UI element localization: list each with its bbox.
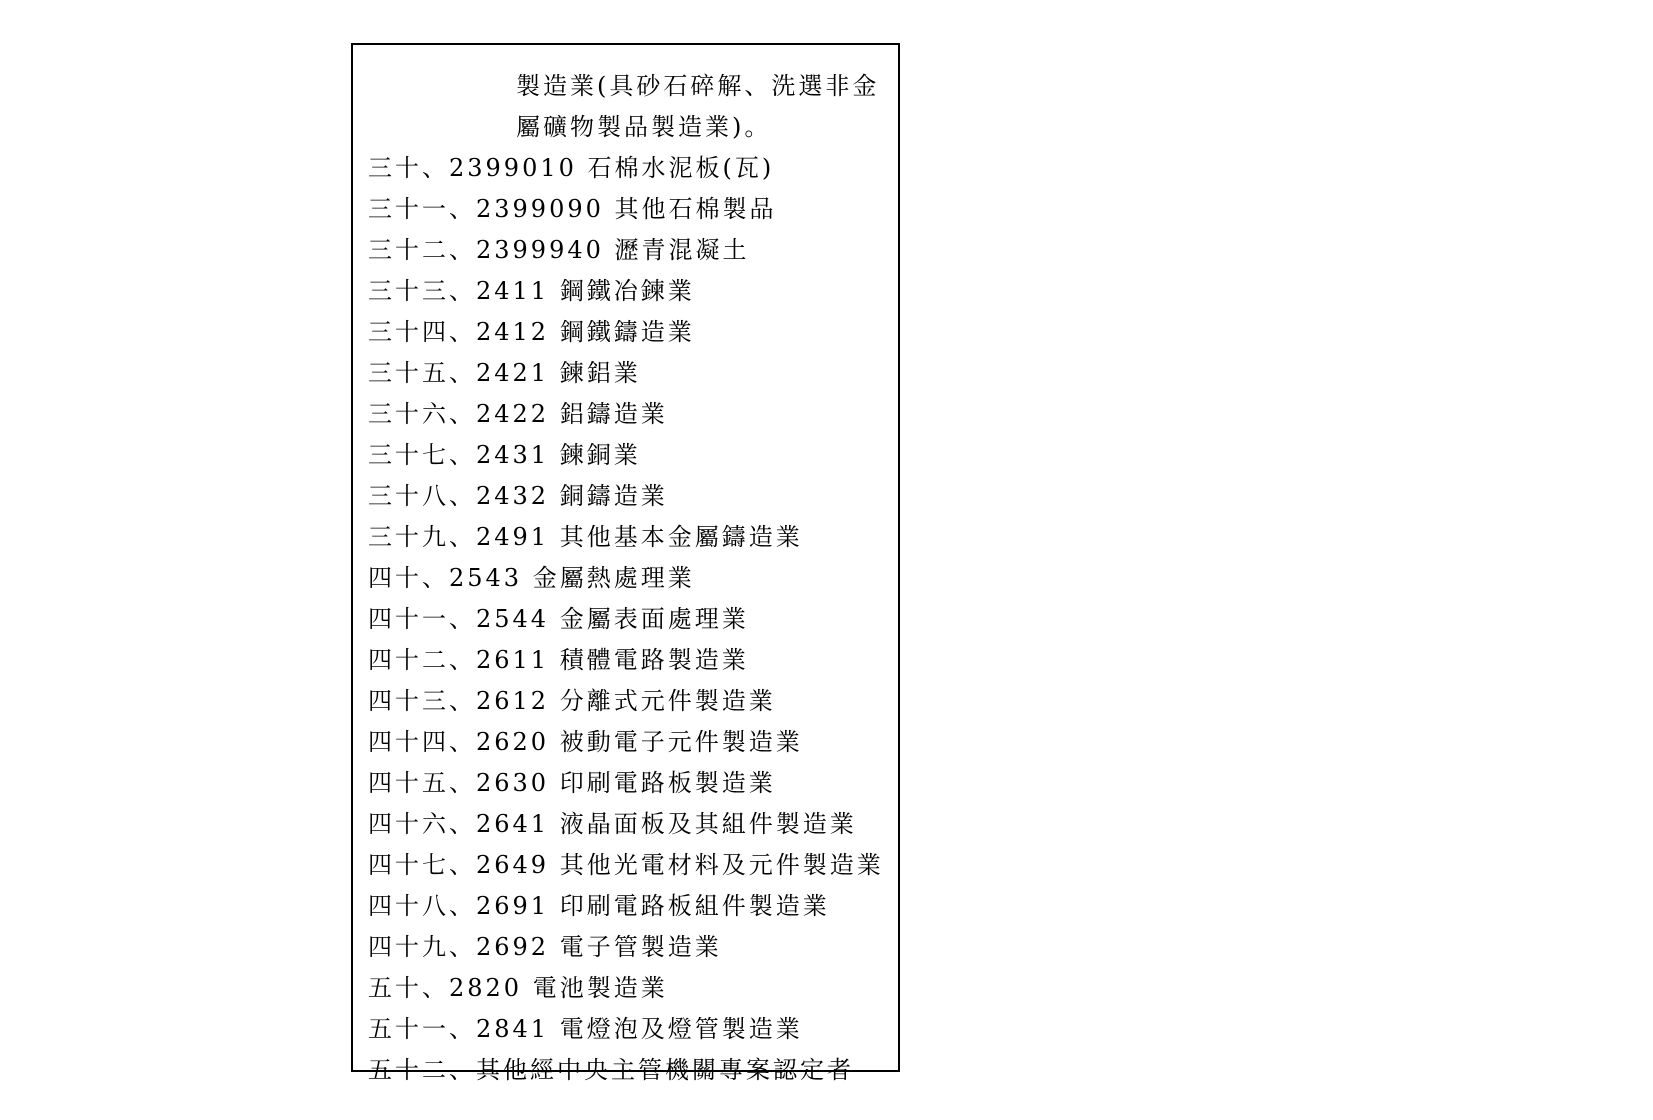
list-item: 三十一、2399090 其他石棉製品 — [368, 195, 777, 223]
list-item: 五十一、2841 電燈泡及燈管製造業 — [368, 1015, 803, 1043]
list-item: 三十六、2422 鋁鑄造業 — [368, 400, 668, 428]
list-item: 三十二、2399940 瀝青混凝土 — [368, 236, 750, 264]
list-item: 四十五、2630 印刷電路板製造業 — [368, 769, 776, 797]
continuation-line-1: 製造業(具砂石碎解、洗選非金 — [516, 72, 880, 100]
list-item: 四十三、2612 分離式元件製造業 — [368, 687, 776, 715]
list-item: 四十七、2649 其他光電材料及元件製造業 — [368, 851, 884, 879]
document-frame — [351, 43, 900, 1084]
list-item: 四十、2543 金屬熱處理業 — [368, 564, 695, 592]
list-item: 五十二、其他經中央主管機關專案認定者 — [368, 1056, 854, 1084]
list-item: 三十八、2432 銅鑄造業 — [368, 482, 668, 510]
list-item: 四十四、2620 被動電子元件製造業 — [368, 728, 803, 756]
continuation-line-2: 屬礦物製品製造業)。 — [516, 113, 772, 141]
list-item: 三十三、2411 鋼鐵冶鍊業 — [368, 277, 695, 305]
list-item: 三十七、2431 鍊銅業 — [368, 441, 641, 469]
list-item: 四十八、2691 印刷電路板組件製造業 — [368, 892, 830, 920]
list-item: 四十一、2544 金屬表面處理業 — [368, 605, 749, 633]
list-item: 三十五、2421 鍊鋁業 — [368, 359, 641, 387]
list-item: 三十、2399010 石棉水泥板(瓦) — [368, 154, 775, 182]
list-item: 四十六、2641 液晶面板及其組件製造業 — [368, 810, 857, 838]
list-item: 四十九、2692 電子管製造業 — [368, 933, 722, 961]
list-item: 三十九、2491 其他基本金屬鑄造業 — [368, 523, 803, 551]
list-item: 四十二、2611 積體電路製造業 — [368, 646, 749, 674]
list-item: 五十、2820 電池製造業 — [368, 974, 668, 1002]
list-item: 三十四、2412 鋼鐵鑄造業 — [368, 318, 695, 346]
